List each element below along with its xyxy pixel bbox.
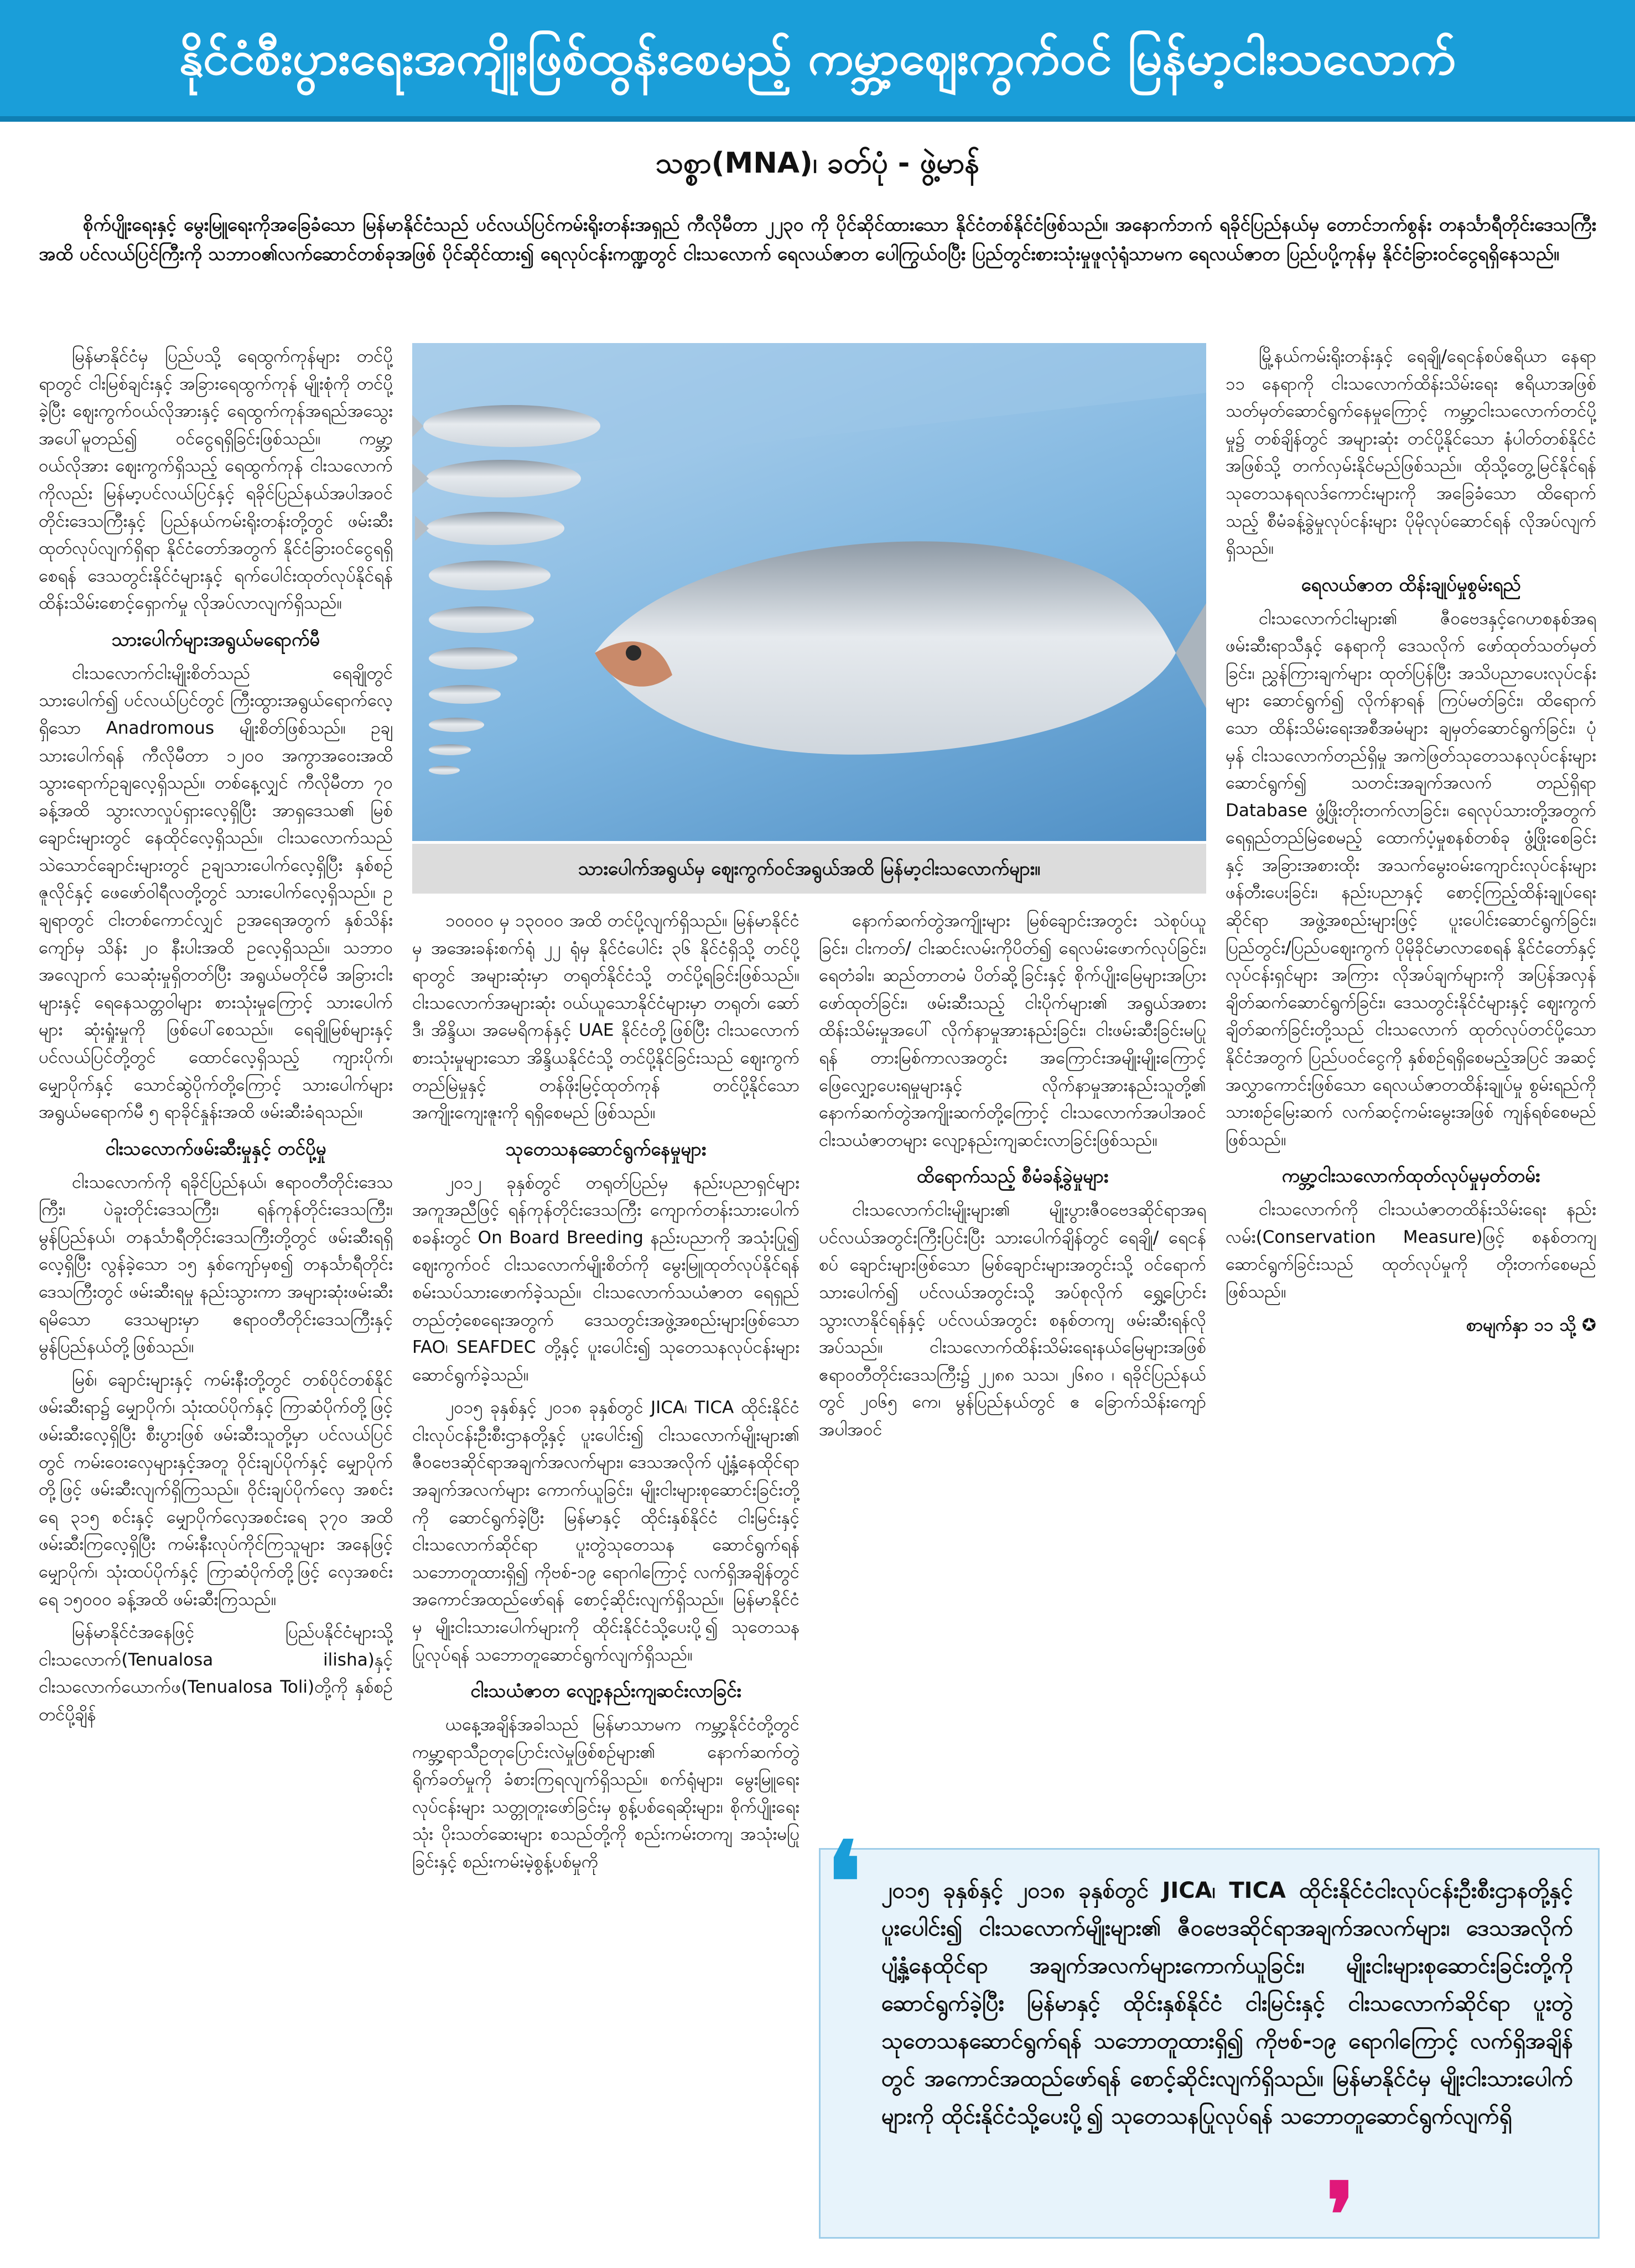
paragraph: မြန်မာနိုင်ငံမှ ပြည်ပသို့ ရေထွက်ကုန်များ တင်ပို့ရာတွင် ငါးမြစ်ချင်းနှင့် အခြားရေထွက်ကုန် မျိုးစုံကို တင်ပို့ခဲ့ပြီး ဈေးကွက်ဝယ်လိုအားနှင့် ရေထွက်ကုန်အရည်အသွေးအပေါ်မူတည်၍ ဝင်ငွေရရှိခြင်းဖြစ်သည်။ ကမ္ဘာ့ဝယ်လိုအား ဈေးကွက်ရှိသည့် ရေထွက်ကုန် ငါးသလောက်ကိုလည်း မြန်မာ့ပင်လယ်ပြင်နှင့် ရခိုင်ပြည်နယ်အပါအဝင် တိုင်းဒေသကြီးနှင့် ပြည်နယ်ကမ်းရိုးတန်းတို့တွင် ဖမ်းဆီးထုတ်လုပ်လျက်ရှိရာ နိုင်ငံတော်အတွက် နိုင်ငံခြားဝင်ငွေရရှိစေရန် ဒေသတွင်းနိုင်ငံများနှင့် ရက်ပေါင်းထုတ်လုပ်နိုင်ရန် ထိန်းသိမ်းစောင့်ရှောက်မှု လိုအပ်လာလျက်ရှိသည်။ [39,346,393,614]
open-quote-icon: ❛ [826,1818,862,1948]
paragraph: ၂၀၁၂ ခုနှစ်တွင် တရုတ်ပြည်မှ နည်းပညာရှင်များအကူအညီဖြင့် ရန်ကုန်တိုင်းဒေသကြီး ကျောက်တန်းသားပေါက်စခန်းတွင် On Board Breeding နည်းပညာကို အသုံးပြု၍ ဈေးကွက်ဝင် ငါးသလောက်မျိုးစိတ်ကို မွေးမြူထုတ်လုပ်နိုင်ရန် စမ်းသပ်သားဖောက်ခဲ့သည်။ ငါးသလောက်သယံဇာတ ရေရှည်တည်တံ့စေရေးအတွက် ဒေသတွင်းအဖွဲ့အစည်းများဖြစ်သော FAO၊ SEAFDEC တို့နှင့် ပူးပေါင်း၍ သုတေသနလုပ်ငန်းများ ဆောင်ရွက်ခဲ့သည်။ [412,1172,800,1385]
paragraph: ၁၀၀၀၀ မှ ၁၃၀၀၀ အထိ တင်ပို့လျက်ရှိသည်။ မြန်မာနိုင်ငံမှ အအေးခန်းစက်ရုံ ၂၂ ရုံမှ နိုင်ငံပေါင်း ၃၆ နိုင်ငံရှိသို့ တင်ပို့ရာတွင် အများဆုံးမှာ တရုတ်နိုင်ငံသို့ တင်ပို့ရခြင်းဖြစ်သည်။ ငါးသလောက်အများဆုံး ဝယ်ယူသောနိုင်ငံများမှာ တရုတ်၊ ဆော်ဒီ၊ အိန္ဒိယ၊ အမေရိကန်နှင့် UAE နိုင်ငံတို့ဖြစ်ပြီး ငါးသလောက် စားသုံးမှုများသော အိန္ဒိယနိုင်ငံသို့ တင်ပို့နိုင်ခြင်းသည် ဈေးကွက်တည်မြဲမှုနှင့် တန်ဖိုးမြင့်ထုတ်ကုန် တင်ပို့နိုင်သော အကျိုးကျေးဇူးကို ရရှိစေမည် ဖြစ်သည်။ [412,911,800,1123]
subheading: သုတေသနဆောင်ရွက်နေမှုများ [505,1138,707,1160]
paragraph: ငါးသလောက်ငါးမျိုးများ၏ မျိုးပွားဇီဝဗေဒဆိုင်ရာအရ ပင်လယ်အတွင်းကြီးပြင်းပြီး သားပေါက်ချိန်တွင် ရေချို/ ရေငန်စပ် ချောင်းများဖြစ်သော မြစ်ချောင်းများအတွင်းသို့ ဝင်ရောက်သားပေါက်၍ ပင်လယ်အတွင်းသို့ အပ်စုလိုက် ရွှေ့ပြောင်းသွားလာနိုင်ရန်နှင့် ပင်လယ်အတွင်း စနစ်တကျ ဖမ်းဆီးရန်လိုအပ်သည်။ ငါးသလောက်ထိန်းသိမ်းရေးနယ်မြေများအဖြစ် ဧရာဝတီတိုင်းဒေသကြီး၌ ၂၂၈၈ သသ၊ ၂၆၈၀ ၊ ရခိုင်ပြည်နယ်တွင် ၂၀၆၅ ကေ၊ မွန်ပြည်နယ်တွင် ဧ ခြောက်သိန်းကျော်အပါအဝင် [819,1200,1206,1440]
headline-banner [0,0,1635,122]
byline: သစ္စာ(MNA)၊ ခတ်ပုံ - ဖွဲ့မာန် [655,147,980,180]
paragraph: ငါးသလောက်ကို ငါးသယံဇာတထိန်းသိမ်းရေး နည်းလမ်း(Conservation Measure)ဖြင့် စနစ်တကျ ဆောင်ရွက်ခြင်းသည် ထုတ်လုပ်မှုကို တိုးတက်စေမည်ဖြစ်သည်။ [1226,1200,1596,1302]
column-4 [1226,343,1596,1837]
pull-quote [819,1818,1600,2267]
large-fish [595,541,1206,754]
column-1 [39,343,393,2224]
subheading: ရေလယ်ဇာတ ထိန်းချုပ်မှုစွမ်းရည် [1301,573,1521,595]
column-2 [412,907,800,2224]
paragraph: မြို့နယ်ကမ်းရိုးတန်းနှင့် ရေချို/ရေငန်စပ်ဧရိယာ နေရာ ၁၁ နေရာကို ငါးသလောက်ထိန်းသိမ်းရေး ဧရိယာအဖြစ် သတ်မှတ်ဆောင်ရွက်နေမှုကြောင့် ကမ္ဘာ့ငါးသလောက်တင်ပို့မှု၌ တစ်ချိန်တွင် အများဆုံး တင်ပို့နိုင်သော နံပါတ်တစ်နိုင်ငံအဖြစ်သို့ တက်လှမ်းနိုင်မည်ဖြစ်သည်။ ထိုသို့တွေ့မြင်နိုင်ရန် သုတေသနရလဒ်ကောင်းများကို အခြေခံသော ထိရောက်သည့် စီမံခန့်ခွဲမှုလုပ်ငန်းများ ပိုမိုလုပ်ဆောင်ရန် လိုအပ်လျက်ရှိသည်။ [1226,346,1596,559]
close-quote-icon: ❜ [1326,2163,1354,2267]
paragraph: ငါးသလောက်ကို ရခိုင်ပြည်နယ်၊ ဧရာဝတီတိုင်းဒေသကြီး၊ ပဲခူးတိုင်းဒေသကြီး၊ ရန်ကုန်တိုင်းဒေသကြီး၊ မွန်ပြည်နယ်၊ တနင်္သာရီတိုင်းဒေသကြီးတို့တွင် ဖမ်းဆီးရရှိလေ့ရှိပြီး လွန်ခဲ့သော ၁၅ နှစ်ကျော်မှစ၍ တနင်္သာရီတိုင်းဒေသကြီးတွင် ဖမ်းဆီးရမှု နည်းသွားကာ အများဆုံးဖမ်းဆီးရမိသော ဒေသများမှာ ဧရာဝတီတိုင်းဒေသကြီးနှင့် မွန်ပြည်နယ်တို့ဖြစ်သည်။ [39,1172,393,1357]
subheading: ကမ္ဘာ့ငါးသလောက်ထုတ်လုပ်မှုမှတ်တမ်း [1281,1165,1540,1187]
photo-caption: သားပေါက်အရွယ်မှ ဈေးကွက်ဝင်အရွယ်အထိ မြန်မာ့ငါးသလောက်များ။ [412,844,1206,894]
paragraph: မြန်မာနိုင်ငံအနေဖြင့် ပြည်ပနိုင်ငံများသို့ ငါးသလောက်(Tenualosa ilisha)နှင့် ငါးသလောက်ယောက်ဖ(Tenualosa Toli)တို့ကို နှစ်စဉ်တင်ပို့ချိန် [39,1622,393,1725]
paragraph: ငါးသလောက်ငါးမျိုးစိတ်သည် ရေချိုတွင် သားပေါက်၍ ပင်လယ်ပြင်တွင် ကြီးထွားအရွယ်ရောက်လေ့ရှိသော Anadromous မျိုးစိတ်ဖြစ်သည်။ ဥချသားပေါက်ရန် ကီလိုမီတာ ၁၂၀၀ အကွာအဝေးအထိ သွားရောက်ဥချလေ့ရှိသည်။ တစ်နေ့လျှင် ကီလိုမီတာ ၇၀ ခန့်အထိ သွားလာလှုပ်ရှားလေ့ရှိပြီး အာရှဒေသ၏ မြစ်ချောင်းများတွင် နေထိုင်လေ့ရှိသည်။ ငါးသလောက်သည် သဲသောင်ချောင်းများတွင် ဥချသားပေါက်လေ့ရှိပြီး နှစ်စဉ် ဇူလိုင်နှင့် ဖေဖော်ဝါရီလတို့တွင် သားပေါက်လေ့ရှိသည်။ ဥချရာတွင် ငါးတစ်ကောင်လျှင် ဥအရေအတွက် နှစ်သိန်းကျော်မှ သိန်း ၂၀ နီးပါးအထိ ဥလေ့ရှိသည်။ သဘာဝအလျောက် သေဆုံးမှုရှိတတ်ပြီး အရွယ်မတိုင်မီ အခြားငါးများနှင့် ရေနေသတ္တဝါများ စားသုံးမှုကြောင့် သားပေါက်များ ဆုံးရှုံးမှုကို ဖြစ်ပေါ်စေသည်။ ရေချိုမြစ်များနှင့် ပင်လယ်ပြင်တို့တွင် ထောင်လေ့ရှိသည့် ကျားပိုက်၊ မျှောပိုက်နှင့် သောင်ဆွဲပိုက်တို့ကြောင့် သားပေါက်များ အရွယ်မရောက်မီ ၅ ရာခိုင်နှုန်းအထိ ဖမ်းဆီးခံရသည်။ [39,663,393,1123]
paragraph: ငါးသလောက်ငါးများ၏ ဇီဝဗေဒနှင့်ဂေဟစနစ်အရ ဖမ်းဆီးရာသီနှင့် နေရာကို ဒေသလိုက် ဖော်ထုတ်သတ်မှတ်ခြင်း၊ ညွှန်ကြားချက်များ ထုတ်ပြန်ပြီး အသိပညာပေးလုပ်ငန်းများ ဆောင်ရွက်၍ လိုက်နာရန် ကြပ်မတ်ခြင်း၊ ထိရောက်သော ထိန်းသိမ်းရေးအစီအမံများ ချမှတ်ဆောင်ရွက်ခြင်း၊ ပုံမှန် ငါးသလောက်တည်ရှိမှု အကဲဖြတ်သုတေသနလုပ်ငန်းများ ဆောင်ရွက်၍ သတင်းအချက်အလက် တည်ရှိရာ Database ဖွံ့ဖြိုးတိုးတက်လာခြင်း၊ ရေလုပ်သားတို့အတွက် ရေရှည်တည်မြဲစေမည့် ထောက်ပံ့မှုစနစ်တစ်ခု ဖွံ့ဖြိုးစေခြင်းနှင့် အခြားအစားထိုး အသက်မွေးဝမ်းကျောင်းလုပ်ငန်းများ ဖန်တီးပေးခြင်း၊ နည်းပညာနှင့် စောင့်ကြည့်ထိန်းချုပ်ရေးဆိုင်ရာ အဖွဲ့အစည်းများဖြင့် ပူးပေါင်းဆောင်ရွက်ခြင်း၊ ပြည်တွင်း/ပြည်ပဈေးကွက် ပိုမိုခိုင်မာလာစေရန် နိုင်ငံတော်နှင့် လုပ်ငန်းရှင်များ အကြား လိုအပ်ချက်များကို အပြန်အလှန် ချိတ်ဆက်ဆောင်ရွက်ခြင်း၊ ဒေသတွင်းနိုင်ငံများနှင့် ဈေးကွက်ချိတ်ဆက်ခြင်းတို့သည် ငါးသလောက် ထုတ်လုပ်တင်ပို့သောနိုင်ငံအတွက် ပြည်ပဝင်ငွေကို နှစ်စဉ်ရရှိစေမည့်အပြင် အဆင့်အလွှာကောင်းဖြစ်သော ရေလယ်ဇာတထိန်းချုပ်မှု စွမ်းရည်ကို သားစဉ်မြေးဆက် လက်ဆင့်ကမ်းမွေးအဖြစ် ကျန်ရစ်စေမည်ဖြစ်သည်။ [1226,608,1596,1150]
subheading: သားပေါက်များအရွယ်မရောက်မီ [111,628,320,650]
subheading: ထိရောက်သည့် စီမံခန့်ခွဲမှုများ [916,1165,1109,1187]
fish-illustration [412,343,1206,841]
subheading: ငါးသယံဇာတ လျော့နည်းကျဆင်းလာခြင်း [470,1680,741,1702]
subheading: ငါးသလောက်ဖမ်းဆီးမှုနှင့် တင်ပို့မှု [105,1137,326,1159]
pull-quote-text: ၂၀၁၅ ခုနှစ်နှင့် ၂၀၁၈ ခုနှစ်တွင် JICA၊ TICA ထိုင်းနိုင်ငံငါးလုပ်ငန်းဦးစီးဌာနတို့နှင့်ပူးပေါင်း၍ ငါးသလောက်မျိုးများ၏ ဇီဝဗေဒဆိုင်ရာအချက်အလက်များ၊ ဒေသအလိုက် ပျံ့နှံ့နေထိုင်ရာ အချက်အလက်များကောက်ယူခြင်း၊ မျိုးငါးများစုဆောင်းခြင်းတို့ကို ဆောင်ရွက်ခဲ့ပြီး မြန်မာနှင့် ထိုင်းနှစ်နိုင်ငံ ငါးမြင်းနှင့် ငါးသလောက်ဆိုင်ရာ ပူးတွဲသုတေသနဆောင်ရွက်ရန် သဘောတူထားရှိ၍ ကိုဗစ်-၁၉ ရောဂါကြောင့် လက်ရှိအချိန်တွင် အကောင်အထည်ဖော်ရန် စောင့်ဆိုင်းလျက်ရှိသည်။ မြန်မာနိုင်ငံမှ မျိုးငါးသားပေါက်များကို ထိုင်းနိုင်ငံသို့ပေးပို့၍ သုတေသနပြုလုပ်ရန် သဘောတူဆောင်ရွက်လျက်ရှိ [881,1878,1573,2129]
paragraph: ၂၀၁၅ ခုနှစ်နှင့် ၂၀၁၈ ခုနှစ်တွင် JICA၊ TICA ထိုင်းနိုင်ငံငါးလုပ်ငန်းဦးစီးဌာနတို့နှင့် ပူးပေါင်း၍ ငါးသလောက်မျိုးများ၏ ဇီဝဗေဒဆိုင်ရာအချက်အလက်များ၊ ဒေသအလိုက် ပျံ့နှံ့နေထိုင်ရာ အချက်အလက်များ ကောက်ယူခြင်း၊ မျိုးငါးများစုဆောင်းခြင်းတို့ကို ဆောင်ရွက်ခဲ့ပြီး မြန်မာနှင့် ထိုင်းနှစ်နိုင်ငံ ငါးမြင်းနှင့် ငါးသလောက်ဆိုင်ရာ ပူးတွဲသုတေသန ဆောင်ရွက်ရန် သဘောတူထားရှိ၍ ကိုဗစ်-၁၉ ရောဂါကြောင့် လက်ရှိအချိန်တွင် အကောင်အထည်ဖော်ရန် စောင့်ဆိုင်းလျက်ရှိသည်။ မြန်မာနိုင်ငံမှ မျိုးငါးသားပေါက်များကို ထိုင်းနိုင်ငံသို့ပေးပို့၍ သုတေသနပြုလုပ်ရန် သဘောတူဆောင်ရွက်လျက်ရှိသည်။ [412,1398,800,1665]
column-3 [819,907,1206,1820]
paragraph: နောက်ဆက်တွဲအကျိုးများ မြစ်ချောင်းအတွင်း သဲစုပ်ယူခြင်း၊ ငါးကတ်/ ငါးဆင်းလမ်းကိုပိတ်၍ ရေလမ်းဖောက်လုပ်ခြင်း၊ ရေတံခါး၊ ဆည်တာတမံ ပိတ်ဆို့ခြင်းနှင့် စိုက်ပျိုးမြေများအပြားဖော်ထုတ်ခြင်း၊ ဖမ်းဆီးသည့် ငါးပိုက်များ၏ အရွယ်အစား ထိန်းသိမ်းမှုအပေါ် လိုက်နာမှုအားနည်းခြင်း၊ ငါးဖမ်းဆီးခြင်းမပြုရန် တားမြစ်ကာလအတွင်း အကြောင်းအမျိုးမျိုးကြောင့် ဖြေလျှော့ပေးရမှုများနှင့် လိုက်နာမှုအားနည်းသူတို့၏ နောက်ဆက်တွဲအကျိုးဆက်တို့ကြောင့် ငါးသလောက်အပါအဝင် ငါးသယံဇာတများ လျော့နည်းကျဆင်းလာခြင်းဖြစ်သည်။ [819,911,1206,1150]
paragraph: မြစ်၊ ချောင်းများနှင့် ကမ်းနီးတို့တွင် တစ်ပိုင်တစ်နိုင် ဖမ်းဆီးရာ၌ မျှောပိုက်၊ သုံးထပ်ပိုက်နှင့် ကြာဆံပိုက်တို့ဖြင့် ဖမ်းဆီးလေ့ရှိပြီး စီးပွားဖြစ် ဖမ်းဆီးသူတို့မှာ ပင်လယ်ပြင်တွင် ကမ်းဝေးလှေများနှင့်အတူ ဝိုင်းချပ်ပိုက်နှင့် မျှောပိုက်တို့ဖြင့် ဖမ်းဆီးလျက်ရှိကြသည်။ ဝိုင်းချပ်ပိုက်လှေ အစင်းရေ ၃၁၅ စင်းနှင့် မျှောပိုက်လှေအစင်းရေ ၃၇၀ အထိ ဖမ်းဆီးကြလေ့ရှိပြီး ကမ်းနီးလုပ်ကိုင်ကြသူများ အနေဖြင့် မျှောပိုက်၊ သုံးထပ်ပိုက်နှင့် ကြာဆံပိုက်တို့ဖြင့် လှေအစင်းရေ ၁၅၀၀၀ ခန့်အထိ ဖမ်းဆီးကြသည်။ [39,1369,393,1610]
lead-paragraph: စိုက်ပျိုးရေးနှင့် မွေးမြူရေးကိုအခြေခံသော မြန်မာနိုင်ငံသည် ပင်လယ်ပြင်ကမ်းရိုးတန်းအရှည် ကီလိုမီတာ ၂၂၃၀ ကို ပိုင်ဆိုင်ထားသော နိုင်ငံတစ်နိုင်ငံဖြစ်သည်။ အနောက်ဘက် ရခိုင်ပြည်နယ်မှ တောင်ဘက်စွန်း တနင်္သာရီတိုင်းဒေသကြီးအထိ ပင်လယ်ပြင်ကြီးကို သဘာဝ၏လက်ဆောင်တစ်ခုအဖြစ် ပိုင်ဆိုင်ထား၍ ရေလုပ်ငန်းကဏ္ဍတွင် ငါးသလောက် ရေလယ်ဇာတ ပေါကြွယ်ဝပြီး ပြည်တွင်းစားသုံးမှုဖူလုံရုံသာမက ရေလယ်ဇာတ ပြည်ပပို့ကုန်မှ နိုင်ငံခြားဝင်ငွေရရှိနေသည်။ [39,214,1596,264]
headline: နိုင်ငံစီးပွားရေးအကျိုးဖြစ်ထွန်းစေမည့် ကမ္ဘာ့ဈေးကွက်ဝင် မြန်မာ့ငါးသလောက် [179,30,1456,85]
paragraph: ယနေ့အချိန်အခါသည် မြန်မာသာမက ကမ္ဘာ့နိုင်ငံတို့တွင် ကမ္ဘာ့ရာသီဥတုပြောင်းလဲမှုဖြစ်စဉ်များ၏ နောက်ဆက်တွဲရိုက်ခတ်မှုကို ခံစားကြရလျက်ရှိသည်။ စက်ရုံများ၊ မွေးမြူရေးလုပ်ငန်းများ သတ္တုတူးဖော်ခြင်းမှ စွန့်ပစ်ရေဆိုးများ၊ စိုက်ပျိုးရေးသုံး ပိုးသတ်ဆေးများ စသည်တို့ကို စည်းကမ်းတကျ အသုံးမပြုခြင်းနှင့် စည်းကမ်းမဲ့စွန့်ပစ်မှုကို [412,1715,800,1872]
fish-photo [412,343,1206,841]
continued-on-page: စာမျက်နှာ ၁၁ သို့ ✪ [1466,1315,1596,1335]
